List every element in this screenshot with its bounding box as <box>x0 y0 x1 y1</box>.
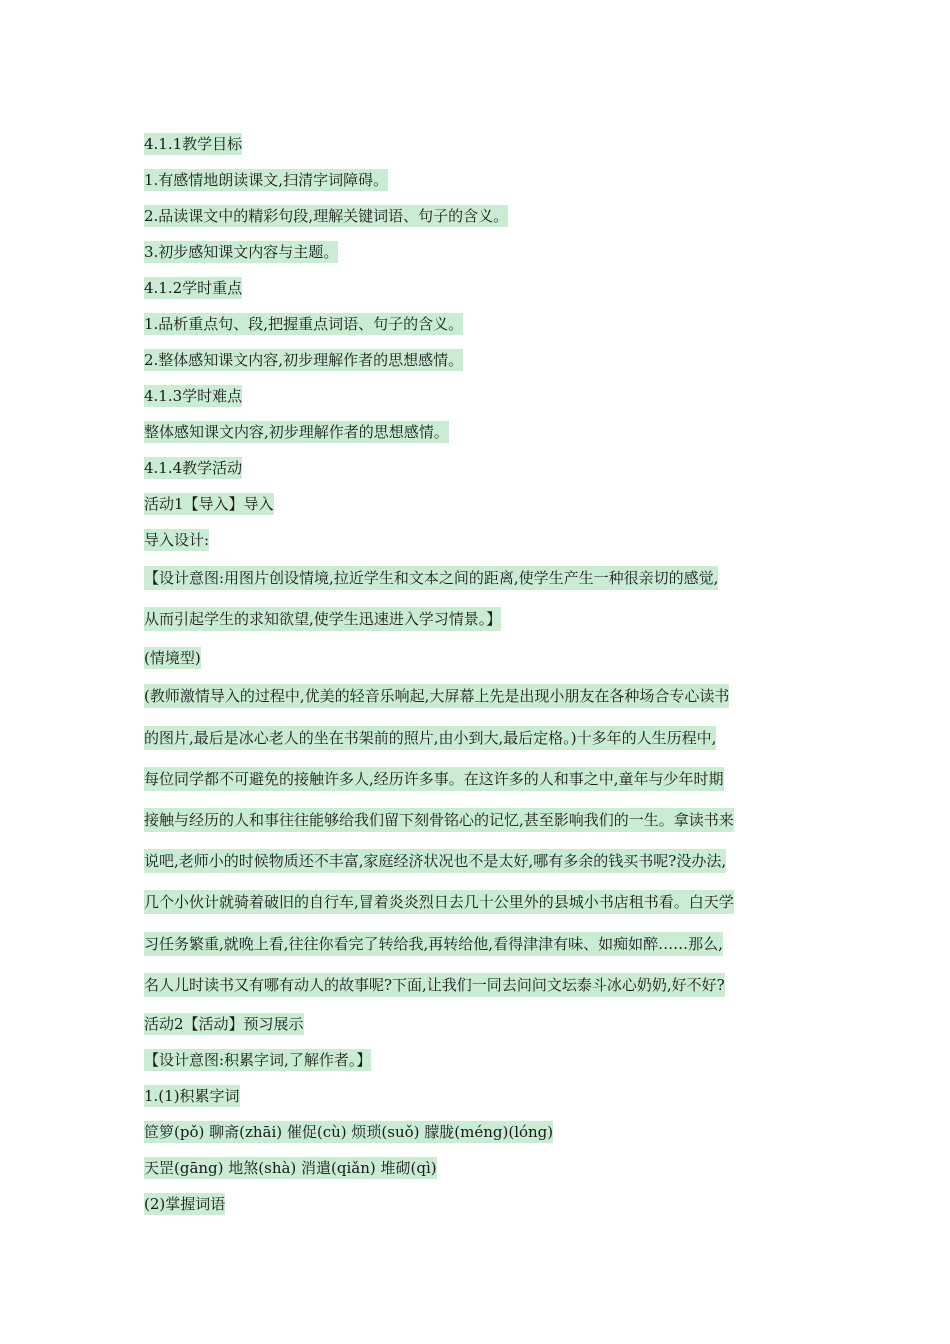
goal-item-3: 3.初步感知课文内容与主题。 <box>144 243 339 261</box>
activity-1-heading: 活动1【导入】导入 <box>144 495 274 513</box>
goal-item-1: 1.有感情地朗读课文,扫清字词障碍。 <box>144 171 389 189</box>
document-page <box>144 126 814 1222</box>
section-heading-activities: 4.1.4教学活动 <box>144 459 243 477</box>
key-point-item-1: 1.品析重点句、段,把握重点词语、句子的含义。 <box>144 315 464 333</box>
vocab-heading: 1.(1)积累字词 <box>144 1087 240 1106</box>
situation-type-label: (情境型) <box>144 649 201 668</box>
activity-2-heading: 活动2【活动】预习展示 <box>144 1015 304 1034</box>
grasp-words-heading: (2)掌握词语 <box>144 1195 226 1214</box>
section-heading-teaching-goals: 4.1.1教学目标 <box>144 135 243 153</box>
section-heading-difficulties: 4.1.3学时难点 <box>144 387 243 405</box>
vocab-line-1: 笸箩(pǒ) 聊斋(zhāi) 催促(cù) 烦琐(suǒ) 朦胧(méng)(lóng) <box>144 1123 554 1142</box>
intro-design-label: 导入设计: <box>144 531 210 549</box>
goal-item-2: 2.品读课文中的精彩句段,理解关键词语、句子的含义。 <box>144 207 509 225</box>
difficulty-item: 整体感知课文内容,初步理解作者的思想感情。 <box>144 423 449 441</box>
vocab-line-2: 天罡(gāng) 地煞(shà) 消遣(qiǎn) 堆砌(qì) <box>144 1159 437 1178</box>
key-point-item-2: 2.整体感知课文内容,初步理解作者的思想感情。 <box>144 351 464 369</box>
intro-paragraph: (教师激情导入的过程中,优美的轻音乐响起,大屏幕上先是出现小朋友在各种场合专心读书 的图片,最后是冰心老人的坐在书架前的照片,由小到大,最后定格。)十多年的人生历程中, 每位同学都不可避免的接触许多人,经历许多事。在这许多的人和事之中,童年与少年时期 接触与经历的人和事往往能够给我们留下刻骨铭心的记忆,甚至影响我们的一生。拿读书来 说吧,老师小的时候物质还不丰富,家庭经济状况也不是太好,哪有多余的钱买书呢?没办法, 几个小伙计就骑着破旧的自行车,冒着炎炎烈日去几十公里外的县城小书店租书看。白天学 习任务繁重,就晚上看,往往你看完了转给我,再转给他,看得津津有味、如痴如醉……那么, 名人儿时读书又有哪有动人的故事呢?下面,让我们一同去问问文坛泰斗冰心奶奶,好不好? <box>144 676 814 1006</box>
section-heading-key-points: 4.1.2学时重点 <box>144 279 243 297</box>
design-intent-2: 【设计意图:积累字词,了解作者。】 <box>144 1051 372 1070</box>
design-intent-paragraph-1: 【设计意图:用图片创设情境,拉近学生和文本之间的距离,使学生产生一种很亲切的感觉, 从而引起学生的求知欲望,使学生迅速进入学习情景。】 <box>144 558 814 640</box>
